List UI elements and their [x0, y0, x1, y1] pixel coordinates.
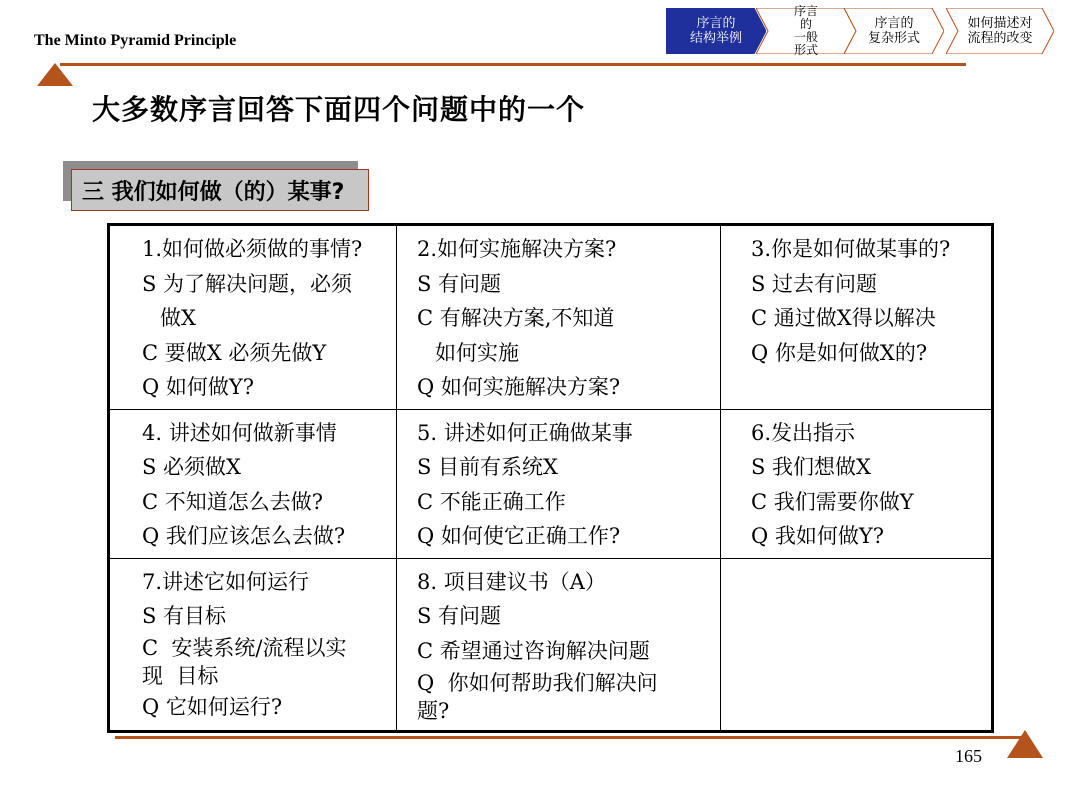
- cell-line-c: C 有解决方案,不知道: [417, 306, 615, 330]
- cell-line-c: C 要做X 必须先做Y: [142, 340, 327, 365]
- cell-line-q: Q 我们应该怎么去做?: [142, 524, 346, 548]
- cell-heading: 3.你是如何做某事的?: [751, 237, 951, 261]
- cell-line-q: Q 如何使它正确工作?: [417, 524, 621, 548]
- cell-line-c-cont: 现 目标: [142, 663, 219, 688]
- bottom-divider: [115, 736, 1025, 739]
- grid-cell-5: [397, 409, 721, 558]
- cell-line-q: Q 我如何做Y?: [751, 524, 885, 548]
- page-number: 165: [955, 746, 982, 766]
- nav-step-complex-form[interactable]: [844, 8, 944, 54]
- nav-step-label: 如何描述对 流程的改变: [967, 16, 1033, 46]
- nav-step-label: 序言的 复杂形式: [867, 16, 920, 46]
- cell-heading: 5. 讲述如何正确做某事: [417, 420, 633, 445]
- nav-step-general-form[interactable]: [756, 4, 856, 57]
- cell-line-q: Q 它如何运行?: [142, 694, 283, 719]
- cell-line-s: S 有问题: [417, 604, 502, 628]
- cell-heading: 1.如何做必须做的事情?: [142, 237, 363, 261]
- grid-cell-3: [721, 225, 993, 410]
- section-label: 三 我们如何做（的）某事?: [71, 169, 369, 211]
- cell-line-s: S 必须做X: [142, 455, 242, 479]
- cell-heading: 8. 项目建议书（A）: [417, 569, 606, 594]
- cell-line-c-cont: 如何实施: [435, 340, 519, 365]
- triangle-marker-top: [37, 63, 73, 86]
- cell-line-s-cont: 做X: [160, 306, 196, 330]
- cell-heading: 4. 讲述如何做新事情: [142, 420, 337, 445]
- cell-line-c: C 安装系统/流程以实: [142, 635, 347, 660]
- grid-cell-empty: [721, 558, 993, 731]
- cell-line-q: Q 你是如何做X的?: [751, 340, 928, 365]
- cell-line-s: S 目前有系统X: [417, 455, 559, 479]
- cell-line-c: C 通过做X得以解决: [751, 306, 936, 330]
- brand-title: The Minto Pyramid Principle: [34, 32, 237, 49]
- cell-line-q: Q 如何实施解决方案?: [417, 375, 621, 399]
- cell-line-s: S 为了解决问题，必须: [142, 271, 353, 296]
- cell-line-s: S 有目标: [142, 604, 227, 628]
- grid-cell-4: [109, 409, 397, 558]
- nav-step-structure-examples[interactable]: [666, 8, 766, 54]
- cell-heading: 6.发出指示: [751, 420, 856, 445]
- cell-line-s: S 我们想做X: [751, 455, 872, 479]
- cell-line-c: C 不知道怎么去做?: [142, 489, 324, 514]
- grid-cell-2: [397, 225, 721, 410]
- cell-line-q: Q 你如何帮助我们解决问: [417, 671, 658, 695]
- breadcrumb: [666, 4, 1056, 57]
- grid-cell-1: [109, 225, 397, 410]
- question-grid: [107, 223, 994, 733]
- cell-heading: 7.讲述它如何运行: [142, 569, 310, 594]
- grid-cell-7: [109, 558, 397, 731]
- nav-step-process-change[interactable]: [946, 8, 1054, 54]
- cell-line-c: C 我们需要你做Y: [751, 489, 914, 514]
- cell-line-c: C 希望通过咨询解决问题: [417, 638, 650, 663]
- grid-cell-6: [721, 409, 993, 558]
- triangle-marker-bottom: [1007, 730, 1043, 758]
- page-title: 大多数序言回答下面四个问题中的一个: [92, 93, 586, 126]
- cell-line-c: C 不能正确工作: [417, 489, 566, 514]
- top-divider: [60, 63, 966, 66]
- cell-line-s: S 有问题: [417, 271, 502, 296]
- nav-step-label: 序言的 结构举例: [689, 16, 742, 46]
- cell-line-q-cont: 题?: [417, 699, 450, 723]
- cell-line-q: Q 如何做Y?: [142, 375, 255, 399]
- grid-cell-8: [397, 558, 721, 731]
- nav-step-label: 序言 的 一般 形式: [793, 4, 818, 57]
- cell-heading: 2.如何实施解决方案?: [417, 237, 617, 261]
- cell-line-s: S 过去有问题: [751, 271, 878, 296]
